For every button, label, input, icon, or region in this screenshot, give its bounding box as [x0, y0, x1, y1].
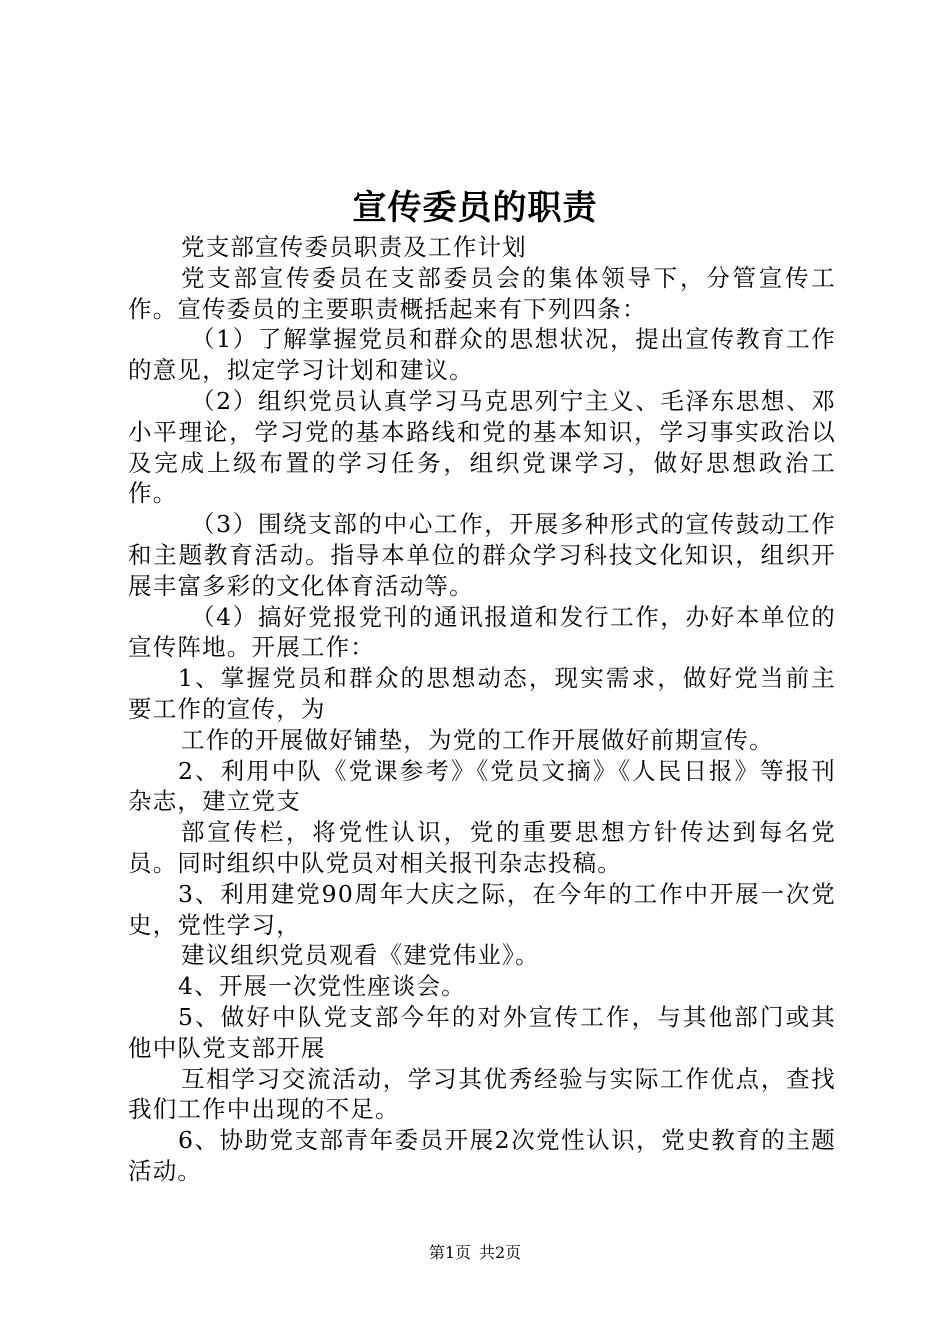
paragraph-plan-2: 2、利用中队《党课参考》《党员文摘》《人民日报》等报刊杂志，建立党支	[128, 756, 836, 816]
paragraph-duty-4: （4）搞好党报党刊的通讯报道和发行工作，办好本单位的宣传阵地。开展工作：	[128, 602, 836, 662]
page-number: 第1页	[428, 1243, 471, 1262]
paragraph-duty-3: （3）围绕支部的中心工作，开展多种形式的宣传鼓动工作和主题教育活动。指导本单位的群众学习科技文化知识，组织开展丰富多彩的文化体育活动等。	[128, 510, 836, 600]
paragraph-plan-4: 4、开展一次党性座谈会。	[178, 972, 466, 1001]
paragraph-duty-2: （2）组织党员认真学习马克思列宁主义、毛泽东思想、邓小平理论，学习党的基本路线和党的基本知识，学习事实政治以及完成上级布置的学习任务，组织党课学习，做好思想政治工作。	[128, 386, 836, 508]
paragraph-plan-3: 3、利用建党90周年大庆之际，在今年的工作中开展一次党史，党性学习，	[128, 879, 836, 939]
paragraph-plan-1: 1、掌握党员和群众的思想动态，现实需求，做好党当前主要工作的宣传，为	[128, 664, 836, 723]
paragraph-duty-1: （1）了解掌握党员和群众的思想状况，提出宣传教育工作的意见，拟定学习计划和建议。	[128, 325, 836, 385]
paragraph-plan-2-cont: 部宣传栏，将党性认识，党的重要思想方针传达到每名党员。同时组织中队党员对相关报刊杂志投稿。	[128, 818, 836, 877]
paragraph-plan-1-cont: 工作的开展做好铺垫，为党的工作开展做好前期宣传。	[181, 725, 774, 754]
page-footer	[0, 1242, 950, 1264]
paragraph-subtitle: 党支部宣传委员职责及工作计划	[181, 233, 527, 261]
paragraph-plan-6: 6、协助党支部青年委员开展2次党性认识，党史教育的主题活动。	[128, 1126, 836, 1185]
paragraph-plan-5: 5、做好中队党支部今年的对外宣传工作，与其他部门或其他中队党支部开展	[128, 1002, 836, 1062]
document-title: 宣传委员的职责	[352, 188, 598, 228]
document-body	[128, 232, 836, 1187]
page-total: 共2页	[479, 1243, 522, 1262]
paragraph-intro: 党支部宣传委员在支部委员会的集体领导下，分管宣传工作。宣传委员的主要职责概括起来有下列四条：	[128, 263, 836, 323]
paragraph-plan-3-cont: 建议组织党员观看《建党伟业》。	[181, 941, 540, 970]
paragraph-plan-5-cont: 互相学习交流活动，学习其优秀经验与实际工作优点，查找我们工作中出现的不足。	[128, 1064, 836, 1124]
